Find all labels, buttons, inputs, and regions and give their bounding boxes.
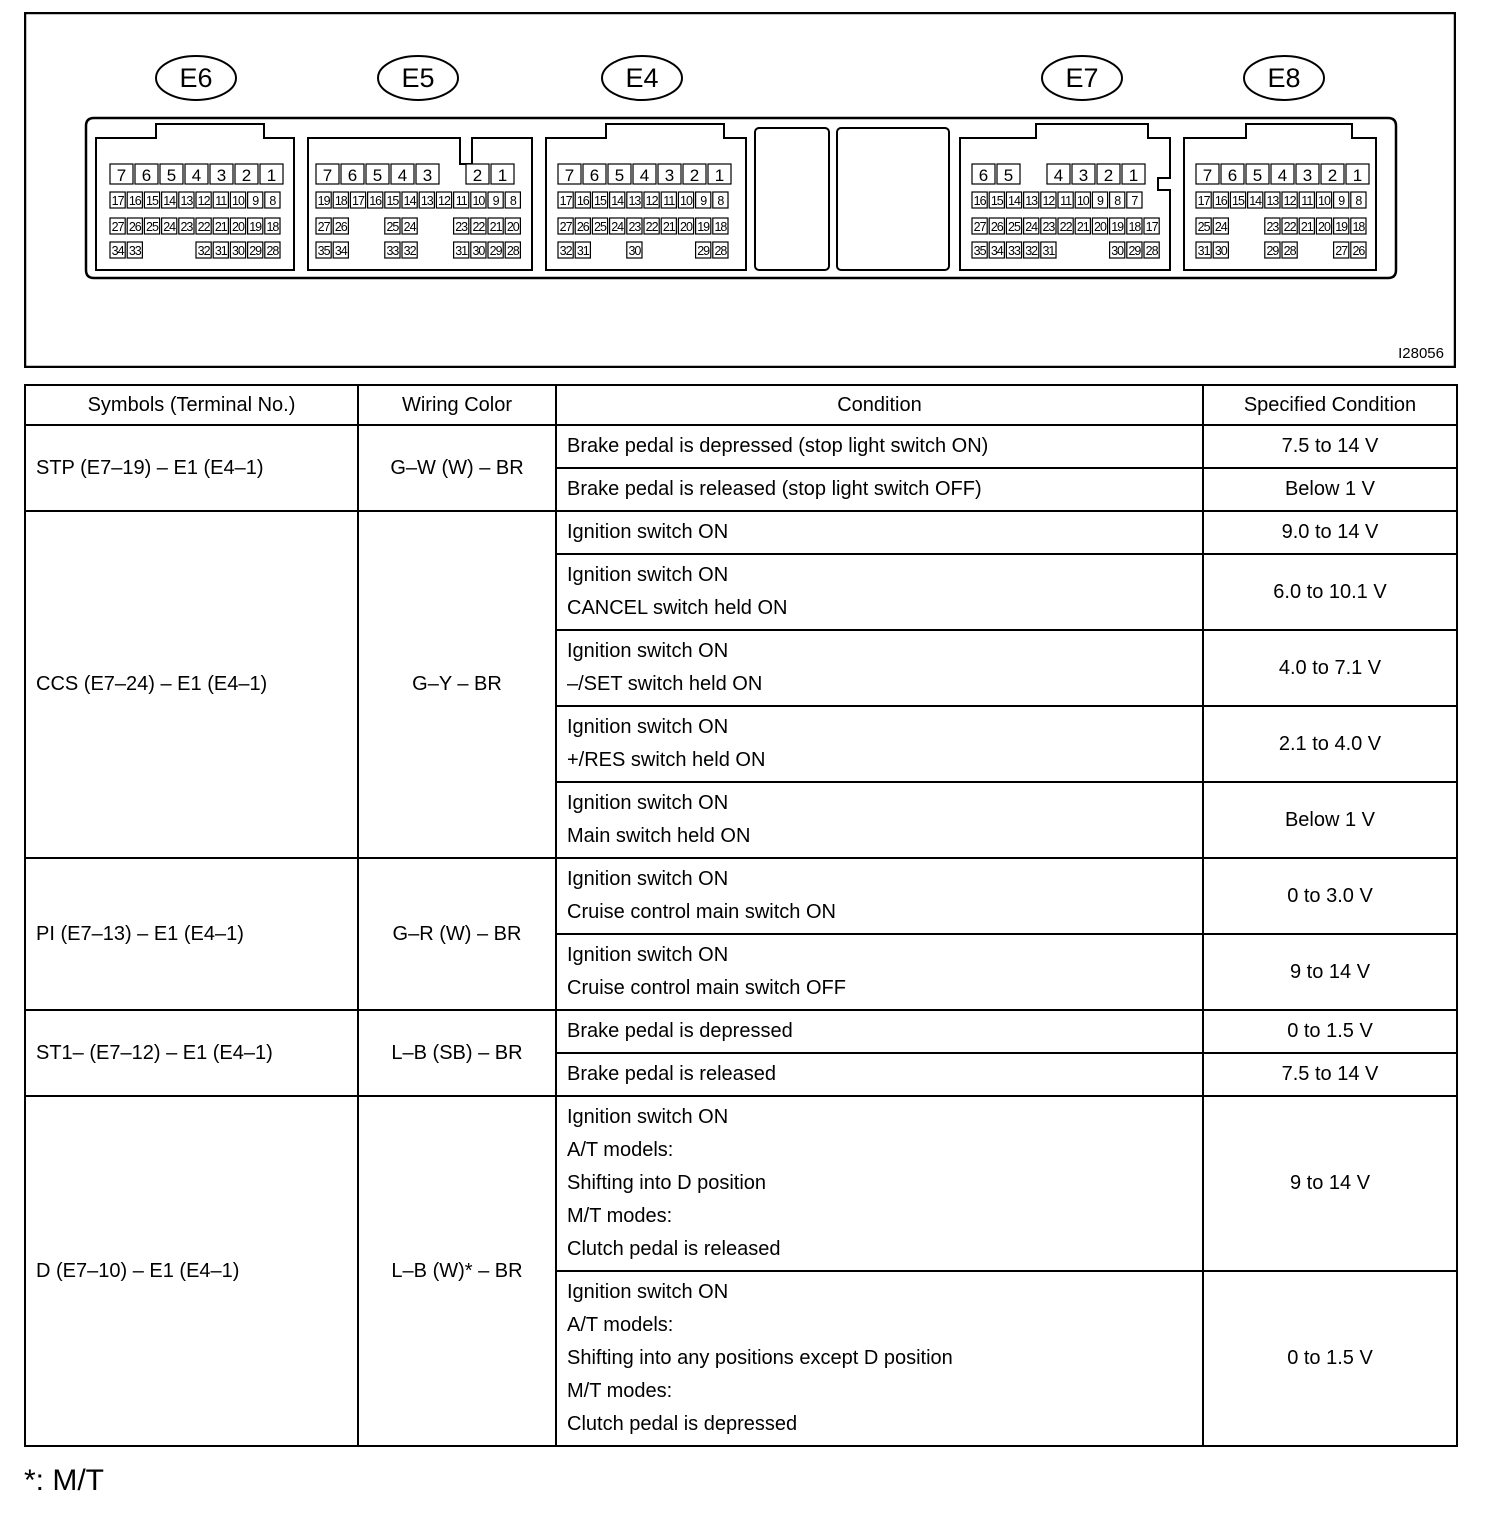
connector-label-e5: E5 xyxy=(401,63,435,93)
specified-condition-cell: 0 to 1.5 V xyxy=(1203,1271,1457,1446)
condition-line: Cruise control main switch ON xyxy=(567,901,836,923)
pin-number: 27 xyxy=(559,220,572,234)
table-row xyxy=(25,1010,1457,1053)
pin-number: 15 xyxy=(146,194,158,208)
pin-number: 17 xyxy=(352,194,364,208)
pin-number: 4 xyxy=(639,166,650,185)
pin-number: 23 xyxy=(180,220,193,234)
condition-line: Shifting into any positions except D position xyxy=(567,1347,953,1369)
pin-number: 3 xyxy=(422,166,433,185)
pin-number: 10 xyxy=(1318,194,1330,208)
pin-number: 35 xyxy=(973,244,986,258)
condition-cell xyxy=(556,468,1203,511)
connector-label-e4: E4 xyxy=(625,63,659,93)
pin-number: 24 xyxy=(1214,220,1227,234)
pin-number: 23 xyxy=(628,220,641,234)
pin-number: 32 xyxy=(559,244,572,258)
pin-number: 31 xyxy=(455,244,468,258)
pin-number: 28 xyxy=(266,244,279,258)
specified-condition-cell: 9 to 14 V xyxy=(1203,934,1457,1010)
symbol-cell: PI (E7–13) – E1 (E4–1) xyxy=(25,858,358,1010)
pin-number: 3 xyxy=(664,166,675,185)
pin-number: 14 xyxy=(1008,194,1020,208)
condition-cell xyxy=(556,782,1203,858)
pin-number: 11 xyxy=(1060,194,1072,208)
specified-condition-cell: 6.0 to 10.1 V xyxy=(1203,554,1457,630)
pin-number: 16 xyxy=(128,194,141,208)
pin-number: 19 xyxy=(1111,220,1124,234)
pin-number: 4 xyxy=(397,166,408,185)
pin-number: 2 xyxy=(1103,166,1114,185)
pin-number: 17 xyxy=(111,194,124,208)
pin-number: 7 xyxy=(322,166,333,185)
pin-number: 18 xyxy=(714,220,727,234)
pin-number: 35 xyxy=(317,244,330,258)
condition-cell xyxy=(556,1010,1203,1053)
pin-number: 12 xyxy=(438,194,450,208)
symbol-cell: STP (E7–19) – E1 (E4–1) xyxy=(25,425,358,511)
pin-number: 6 xyxy=(589,166,600,185)
connector-label-e8: E8 xyxy=(1267,63,1301,93)
pin-number: 25 xyxy=(146,220,158,234)
pin-number: 20 xyxy=(232,220,244,234)
pin-number: 29 xyxy=(249,244,262,258)
condition-line: A/T models: xyxy=(567,1314,674,1336)
condition-line: +/RES switch held ON xyxy=(567,749,766,771)
pin-number: 23 xyxy=(455,220,468,234)
pin-number: 24 xyxy=(163,220,176,234)
condition-line: CANCEL switch held ON xyxy=(567,597,788,619)
condition-line: Ignition switch ON xyxy=(567,640,729,662)
pin-number: 15 xyxy=(594,194,606,208)
pin-number: 25 xyxy=(1197,220,1210,234)
header-specified-condition: Specified Condition xyxy=(1203,385,1457,425)
pin-number: 22 xyxy=(1059,220,1072,234)
pin-number: 13 xyxy=(1025,194,1038,208)
pin-number: 16 xyxy=(369,194,382,208)
pin-number: 5 xyxy=(166,166,177,185)
condition-line: A/T models: xyxy=(567,1139,674,1161)
pin-number: 4 xyxy=(1277,166,1288,185)
header-wiring-color: Wiring Color xyxy=(358,385,556,425)
connector-diagram xyxy=(24,12,1456,368)
pin-number: 4 xyxy=(1053,166,1064,185)
symbol-cell: ST1– (E7–12) – E1 (E4–1) xyxy=(25,1010,358,1096)
pin-number: 26 xyxy=(334,220,347,234)
pin-number: 21 xyxy=(489,220,502,234)
pin-number: 33 xyxy=(128,244,141,258)
specified-condition-cell: 4.0 to 7.1 V xyxy=(1203,630,1457,706)
pin-number: 28 xyxy=(506,244,519,258)
condition-line: Ignition switch ON xyxy=(567,944,729,966)
condition-line: Ignition switch ON xyxy=(567,521,729,543)
pin-number: 12 xyxy=(645,194,658,208)
pin-number: 8 xyxy=(1355,194,1362,208)
pin-number: 5 xyxy=(1003,166,1014,185)
pin-number: 30 xyxy=(1214,244,1227,258)
condition-line: Brake pedal is released xyxy=(567,1063,777,1085)
pin-number: 17 xyxy=(559,194,572,208)
pin-number: 23 xyxy=(1266,220,1279,234)
pin-number: 19 xyxy=(1335,220,1348,234)
footnote: *: M/T xyxy=(24,1464,104,1497)
pin-number: 26 xyxy=(990,220,1003,234)
condition-cell xyxy=(556,858,1203,934)
pin-number: 15 xyxy=(386,194,399,208)
pin-number: 29 xyxy=(1266,244,1279,258)
pin-number: 29 xyxy=(697,244,710,258)
pin-number: 2 xyxy=(472,166,483,185)
pin-number: 9 xyxy=(1338,194,1345,208)
condition-cell xyxy=(556,1096,1203,1271)
pin-number: 30 xyxy=(1111,244,1124,258)
condition-cell xyxy=(556,934,1203,1010)
pin-number: 32 xyxy=(403,244,416,258)
pin-number: 19 xyxy=(697,220,710,234)
pin-number: 5 xyxy=(614,166,625,185)
wiring-color-cell: G–R (W) – BR xyxy=(358,858,556,1010)
pin-number: 31 xyxy=(1042,244,1055,258)
pin-number: 21 xyxy=(662,220,675,234)
condition-line: Brake pedal is depressed xyxy=(567,1020,793,1042)
pin-number: 8 xyxy=(1114,194,1121,208)
table-body xyxy=(25,425,1457,1446)
pin-number: 6 xyxy=(978,166,989,185)
pin-number: 21 xyxy=(214,220,227,234)
pin-number: 15 xyxy=(990,194,1003,208)
pin-number: 11 xyxy=(455,194,467,208)
pin-number: 1 xyxy=(1128,166,1139,185)
pin-number: 29 xyxy=(1128,244,1141,258)
pin-number: 25 xyxy=(1008,220,1020,234)
connector-label-e6: E6 xyxy=(179,63,213,93)
specified-condition-cell: 7.5 to 14 V xyxy=(1203,425,1457,468)
pin-number: 14 xyxy=(403,194,416,208)
figure-id: I28056 xyxy=(1398,345,1444,362)
condition-line: Ignition switch ON xyxy=(567,868,729,890)
pin-number: 5 xyxy=(1252,166,1263,185)
pin-number: 9 xyxy=(1097,194,1103,208)
pin-number: 31 xyxy=(576,244,589,258)
pin-number: 23 xyxy=(1042,220,1055,234)
pin-number: 10 xyxy=(1076,194,1089,208)
pin-number: 22 xyxy=(472,220,485,234)
pin-number: 34 xyxy=(111,244,124,258)
wiring-color-cell: L–B (SB) – BR xyxy=(358,1010,556,1096)
pin-number: 12 xyxy=(197,194,210,208)
pin-number: 9 xyxy=(492,194,499,208)
condition-line: Shifting into D position xyxy=(567,1172,767,1194)
condition-cell xyxy=(556,706,1203,782)
specified-condition-cell: Below 1 V xyxy=(1203,782,1457,858)
specified-condition-cell: 9.0 to 14 V xyxy=(1203,511,1457,554)
pin-number: 31 xyxy=(1197,244,1210,258)
pin-number: 14 xyxy=(163,194,176,208)
condition-line: Clutch pedal is depressed xyxy=(567,1413,798,1435)
pin-number: 22 xyxy=(197,220,210,234)
pin-number: 1 xyxy=(1352,166,1363,185)
pin-number: 26 xyxy=(576,220,589,234)
condition-cell xyxy=(556,630,1203,706)
pin-number: 33 xyxy=(386,244,399,258)
pin-number: 21 xyxy=(1300,220,1313,234)
pin-number: 20 xyxy=(680,220,692,234)
pin-number: 19 xyxy=(249,220,262,234)
condition-line: Ignition switch ON xyxy=(567,564,729,586)
pin-number: 19 xyxy=(317,194,330,208)
specified-condition-cell: Below 1 V xyxy=(1203,468,1457,511)
condition-cell xyxy=(556,511,1203,554)
pin-number: 28 xyxy=(714,244,727,258)
pin-number: 25 xyxy=(386,220,399,234)
pin-number: 9 xyxy=(252,194,259,208)
symbol-cell: D (E7–10) – E1 (E4–1) xyxy=(25,1096,358,1446)
condition-line: Brake pedal is released (stop light switch OFF) xyxy=(567,478,982,500)
pin-number: 3 xyxy=(1302,166,1313,185)
wiring-color-cell: G–Y – BR xyxy=(358,511,556,858)
pin-number: 31 xyxy=(214,244,227,258)
condition-line: Ignition switch ON xyxy=(567,1281,729,1303)
pin-number: 12 xyxy=(1042,194,1055,208)
pin-number: 8 xyxy=(269,194,276,208)
pin-number: 25 xyxy=(594,220,606,234)
pin-number: 8 xyxy=(717,194,724,208)
wiring-color-cell: G–W (W) – BR xyxy=(358,425,556,511)
pin-number: 16 xyxy=(973,194,986,208)
pin-number: 18 xyxy=(1352,220,1365,234)
pin-number: 1 xyxy=(497,166,508,185)
pin-number: 28 xyxy=(1145,244,1158,258)
table-row xyxy=(25,858,1457,934)
pin-number: 30 xyxy=(472,244,485,258)
condition-line: Clutch pedal is released xyxy=(567,1238,781,1260)
pin-number: 13 xyxy=(180,194,193,208)
pin-number: 10 xyxy=(680,194,692,208)
pin-number: 27 xyxy=(1335,244,1348,258)
pin-number: 34 xyxy=(334,244,347,258)
pin-number: 28 xyxy=(1283,244,1296,258)
pin-number: 18 xyxy=(334,194,347,208)
pin-number: 27 xyxy=(111,220,124,234)
pin-number: 33 xyxy=(1008,244,1020,258)
header-condition: Condition xyxy=(556,385,1203,425)
pin-number: 14 xyxy=(1249,194,1262,208)
pin-number: 20 xyxy=(1318,220,1330,234)
pin-number: 20 xyxy=(1094,220,1106,234)
pin-number: 27 xyxy=(317,220,330,234)
pin-number: 14 xyxy=(611,194,624,208)
pin-number: 7 xyxy=(564,166,575,185)
connector-diagram-svg xyxy=(24,12,1456,368)
wiring-color-cell: L–B (W)* – BR xyxy=(358,1096,556,1446)
pin-number: 24 xyxy=(403,220,416,234)
pin-number: 29 xyxy=(489,244,502,258)
pin-number: 13 xyxy=(420,194,433,208)
condition-cell xyxy=(556,425,1203,468)
pin-number: 24 xyxy=(611,220,624,234)
pin-number: 11 xyxy=(215,194,227,208)
pin-number: 1 xyxy=(266,166,277,185)
condition-line: Ignition switch ON xyxy=(567,1106,729,1128)
pin-number: 20 xyxy=(506,220,519,234)
pin-number: 17 xyxy=(1197,194,1210,208)
pin-number: 15 xyxy=(1232,194,1244,208)
condition-line: Brake pedal is depressed (stop light switch ON) xyxy=(567,435,989,457)
pin-number: 11 xyxy=(1301,194,1313,208)
pin-number: 3 xyxy=(216,166,227,185)
condition-line: Main switch held ON xyxy=(567,825,751,847)
condition-line: M/T modes: xyxy=(567,1205,673,1227)
table-row xyxy=(25,1096,1457,1271)
pin-number: 21 xyxy=(1076,220,1089,234)
condition-cell xyxy=(556,554,1203,630)
specified-condition-cell: 7.5 to 14 V xyxy=(1203,1053,1457,1096)
pin-number: 13 xyxy=(628,194,641,208)
pin-number: 27 xyxy=(973,220,986,234)
pin-number: 22 xyxy=(645,220,658,234)
pin-number: 26 xyxy=(128,220,141,234)
pin-number: 9 xyxy=(700,194,707,208)
pin-number: 2 xyxy=(1327,166,1338,185)
pin-number: 24 xyxy=(1025,220,1038,234)
pin-number: 5 xyxy=(372,166,383,185)
condition-line: M/T modes: xyxy=(567,1380,673,1402)
pin-number: 1 xyxy=(714,166,725,185)
table-header-row xyxy=(25,385,1457,425)
pin-number: 32 xyxy=(1025,244,1038,258)
connector-label-e7: E7 xyxy=(1065,63,1099,93)
pin-number: 3 xyxy=(1078,166,1089,185)
pin-number: 6 xyxy=(1227,166,1238,185)
pin-number: 7 xyxy=(1202,166,1213,185)
pin-number: 16 xyxy=(576,194,589,208)
pin-number: 11 xyxy=(663,194,675,208)
spec-table xyxy=(24,384,1458,1447)
pin-number: 30 xyxy=(628,244,641,258)
pin-number: 2 xyxy=(689,166,700,185)
table-row xyxy=(25,425,1457,468)
specified-condition-cell: 2.1 to 4.0 V xyxy=(1203,706,1457,782)
pin-number: 13 xyxy=(1266,194,1279,208)
pin-number: 18 xyxy=(1128,220,1141,234)
specified-condition-cell: 0 to 3.0 V xyxy=(1203,858,1457,934)
pin-number: 7 xyxy=(1131,194,1138,208)
condition-line: –/SET switch held ON xyxy=(567,673,763,695)
pin-number: 18 xyxy=(266,220,279,234)
pin-number: 6 xyxy=(347,166,358,185)
pin-number: 12 xyxy=(1283,194,1296,208)
condition-line: Cruise control main switch OFF xyxy=(567,977,846,999)
pin-number: 7 xyxy=(116,166,127,185)
pin-number: 16 xyxy=(1214,194,1227,208)
pin-number: 30 xyxy=(232,244,244,258)
pin-number: 10 xyxy=(232,194,244,208)
specified-condition-cell: 0 to 1.5 V xyxy=(1203,1010,1457,1053)
pin-number: 32 xyxy=(197,244,210,258)
pin-number: 10 xyxy=(472,194,485,208)
pin-number: 17 xyxy=(1145,220,1158,234)
pin-number: 4 xyxy=(191,166,202,185)
pin-number: 8 xyxy=(509,194,516,208)
pin-number: 26 xyxy=(1352,244,1365,258)
pin-number: 6 xyxy=(141,166,152,185)
symbol-cell: CCS (E7–24) – E1 (E4–1) xyxy=(25,511,358,858)
condition-cell xyxy=(556,1053,1203,1096)
header-symbols: Symbols (Terminal No.) xyxy=(25,385,358,425)
condition-line: Ignition switch ON xyxy=(567,716,729,738)
condition-cell xyxy=(556,1271,1203,1446)
table-row xyxy=(25,511,1457,554)
pin-number: 2 xyxy=(241,166,252,185)
condition-line: Ignition switch ON xyxy=(567,792,729,814)
pin-number: 34 xyxy=(990,244,1003,258)
pin-number: 22 xyxy=(1283,220,1296,234)
specified-condition-cell: 9 to 14 V xyxy=(1203,1096,1457,1271)
